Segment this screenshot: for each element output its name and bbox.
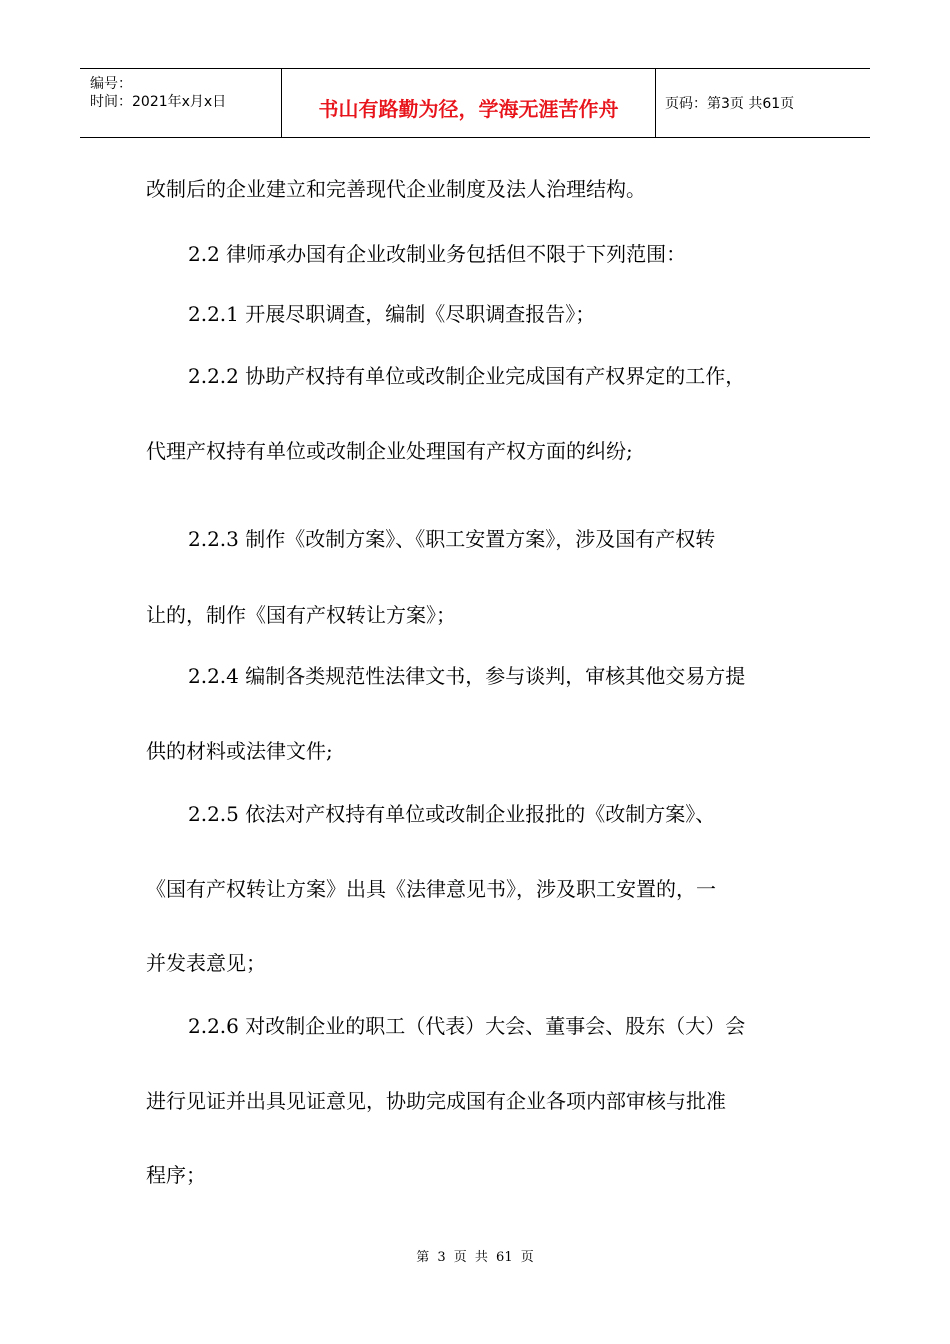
body-line: 改制后的企业建立和完善现代企业制度及法人治理结构。 — [146, 177, 646, 201]
body-line: 程序； — [146, 1163, 206, 1187]
body-line: 供的材料或法律文件; — [146, 739, 333, 763]
body-line: 代理产权持有单位或改制企业处理国有产权方面的纠纷; — [146, 439, 633, 463]
page-header — [80, 68, 870, 138]
body-line: 2.2.2 协助产权持有单位或改制企业完成国有产权界定的工作， — [188, 364, 746, 388]
header-motto-cell — [281, 69, 656, 137]
serial-number-label: 编号： — [90, 76, 132, 92]
header-motto: 书山有路勤为径，学海无涯苦作舟 — [318, 97, 619, 121]
body-line: 并发表意见； — [146, 951, 266, 975]
body-line: 进行见证并出具见证意见，协助完成国有企业各项内部审核与批准 — [146, 1089, 726, 1113]
header-left-cell — [80, 69, 281, 137]
body-line: 2.2 律师承办国有企业改制业务包括但不限于下列范围： — [188, 242, 687, 266]
body-line: 2.2.6 对改制企业的职工（代表）大会、董事会、股东（大）会 — [188, 1014, 746, 1038]
header-right-cell — [655, 69, 870, 137]
body-line: 2.2.3 制作《改制方案》、《职工安置方案》，涉及国有产权转 — [188, 527, 716, 551]
body-line: 让的，制作《国有产权转让方案》； — [146, 603, 456, 627]
body-line: 2.2.1 开展尽职调查，编制《尽职调查报告》； — [188, 302, 596, 326]
body-line: 2.2.4 编制各类规范性法律文书，参与谈判，审核其他交易方提 — [188, 664, 746, 688]
body-line: 《国有产权转让方案》出具《法律意见书》，涉及职工安置的，一 — [146, 877, 716, 901]
page-footer: 第 3 页 共 61 页 — [416, 1250, 534, 1265]
header-page-info: 页码：第3页 共61页 — [665, 96, 795, 112]
body-line: 2.2.5 依法对产权持有单位或改制企业报批的《改制方案》、 — [188, 802, 716, 826]
date-label: 时间：2021年x月x日 — [90, 94, 227, 110]
